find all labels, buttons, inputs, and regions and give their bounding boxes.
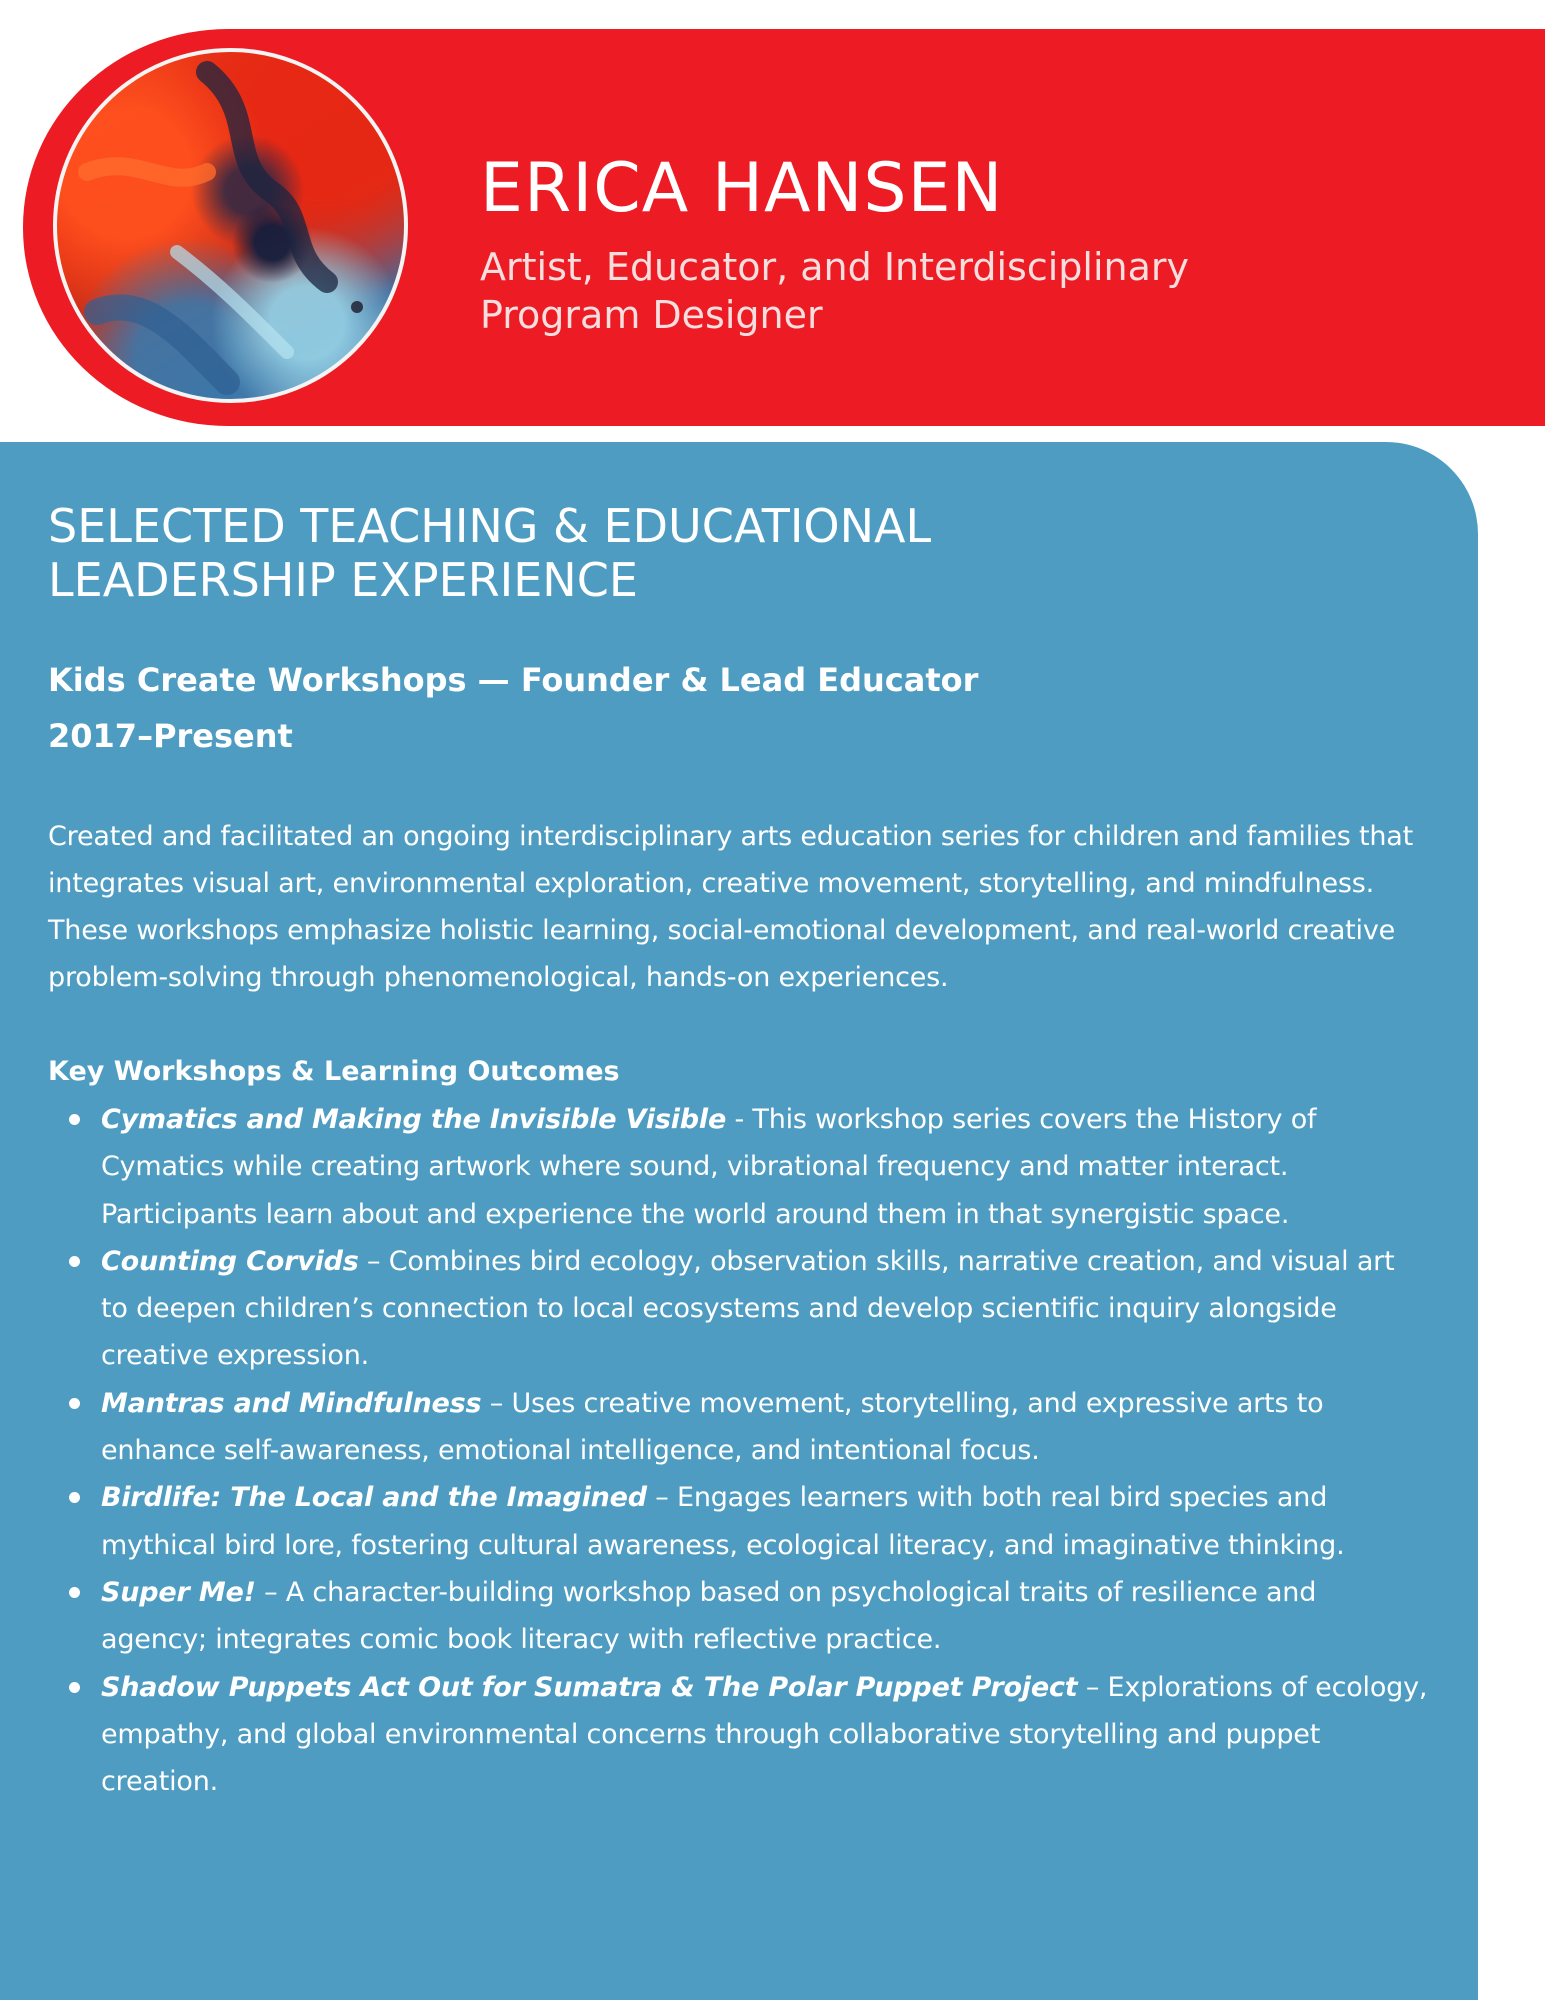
workshop-name: Counting Corvids	[101, 1245, 359, 1277]
workshop-name: Birdlife: The Local and the Imagined	[101, 1482, 647, 1514]
bullet-icon	[69, 1398, 80, 1409]
workshop-description: – Explorations of ecology, empathy, and global environmental concerns through collaborative storytelling and puppet creation.	[101, 1671, 1428, 1798]
abstract-painting-icon	[57, 52, 404, 399]
workshop-description: – Combines bird ecology, observation skills, narrative creation, and visual art to deepen children’s connection to local ecosystems and develop scientific inquiry alongside creative expression.	[101, 1245, 1395, 1372]
person-name: ERICA HANSEN	[480, 149, 1004, 228]
workshop-item	[48, 1238, 1428, 1380]
section-title: SELECTED TEACHING & EDUCATIONAL LEADERSHIP EXPERIENCE	[48, 499, 932, 607]
workshop-description: – Engages learners with both real bird species and mythical bird lore, fostering cultural awareness, ecological literacy, and imaginative thinking.	[101, 1482, 1345, 1561]
job-title: Kids Create Workshops — Founder & Lead Educator	[48, 661, 979, 699]
bullet-icon	[69, 1587, 80, 1598]
workshop-item	[48, 1569, 1428, 1664]
bullet-icon	[69, 1256, 80, 1267]
workshop-description: - This workshop series covers the History of Cymatics while creating artwork where sound, vibrational frequency and matter interact. Participants learn about and experience the world around them in that synergistic space.	[101, 1104, 1317, 1230]
workshop-item	[48, 1474, 1428, 1569]
bullet-icon	[69, 1492, 80, 1503]
workshop-name: Shadow Puppets Act Out for Sumatra & The Polar Puppet Project	[101, 1671, 1078, 1703]
workshop-list	[48, 1096, 1428, 1805]
job-dates: 2017–Present	[48, 717, 293, 755]
person-subtitle: Artist, Educator, and Interdisciplinary Program Designer	[480, 245, 1189, 337]
bullet-icon	[69, 1114, 80, 1125]
workshop-item	[48, 1096, 1428, 1238]
job-summary: Created and facilitated an ongoing interdisciplinary arts education series for children and families that integrates visual art, environmental exploration, creative movement, storytelling, and mindfulness. These workshops emphasize holistic learning, social-emotional development, and real-world creative problem-solving through phenomenological, hands-on experiences.	[48, 821, 1414, 993]
portrait-painting-icon	[53, 48, 408, 403]
outcomes-heading: Key Workshops & Learning Outcomes	[48, 1056, 620, 1087]
workshop-name: Cymatics and Making the Invisible Visible	[101, 1104, 727, 1135]
bullet-icon	[69, 1682, 80, 1693]
workshop-item	[48, 1664, 1428, 1806]
workshop-description: – Uses creative movement, storytelling, and expressive arts to enhance self-awareness, emotional intelligence, and intentional focus.	[101, 1387, 1324, 1467]
workshop-description: – A character-building workshop based on psychological traits of resilience and agency; integrates comic book literacy with reflective practice.	[101, 1576, 1317, 1656]
experience-panel	[0, 442, 1478, 2000]
workshop-item	[48, 1380, 1428, 1475]
workshop-name: Super Me!	[101, 1576, 256, 1608]
workshop-name: Mantras and Mindfulness	[101, 1387, 482, 1419]
